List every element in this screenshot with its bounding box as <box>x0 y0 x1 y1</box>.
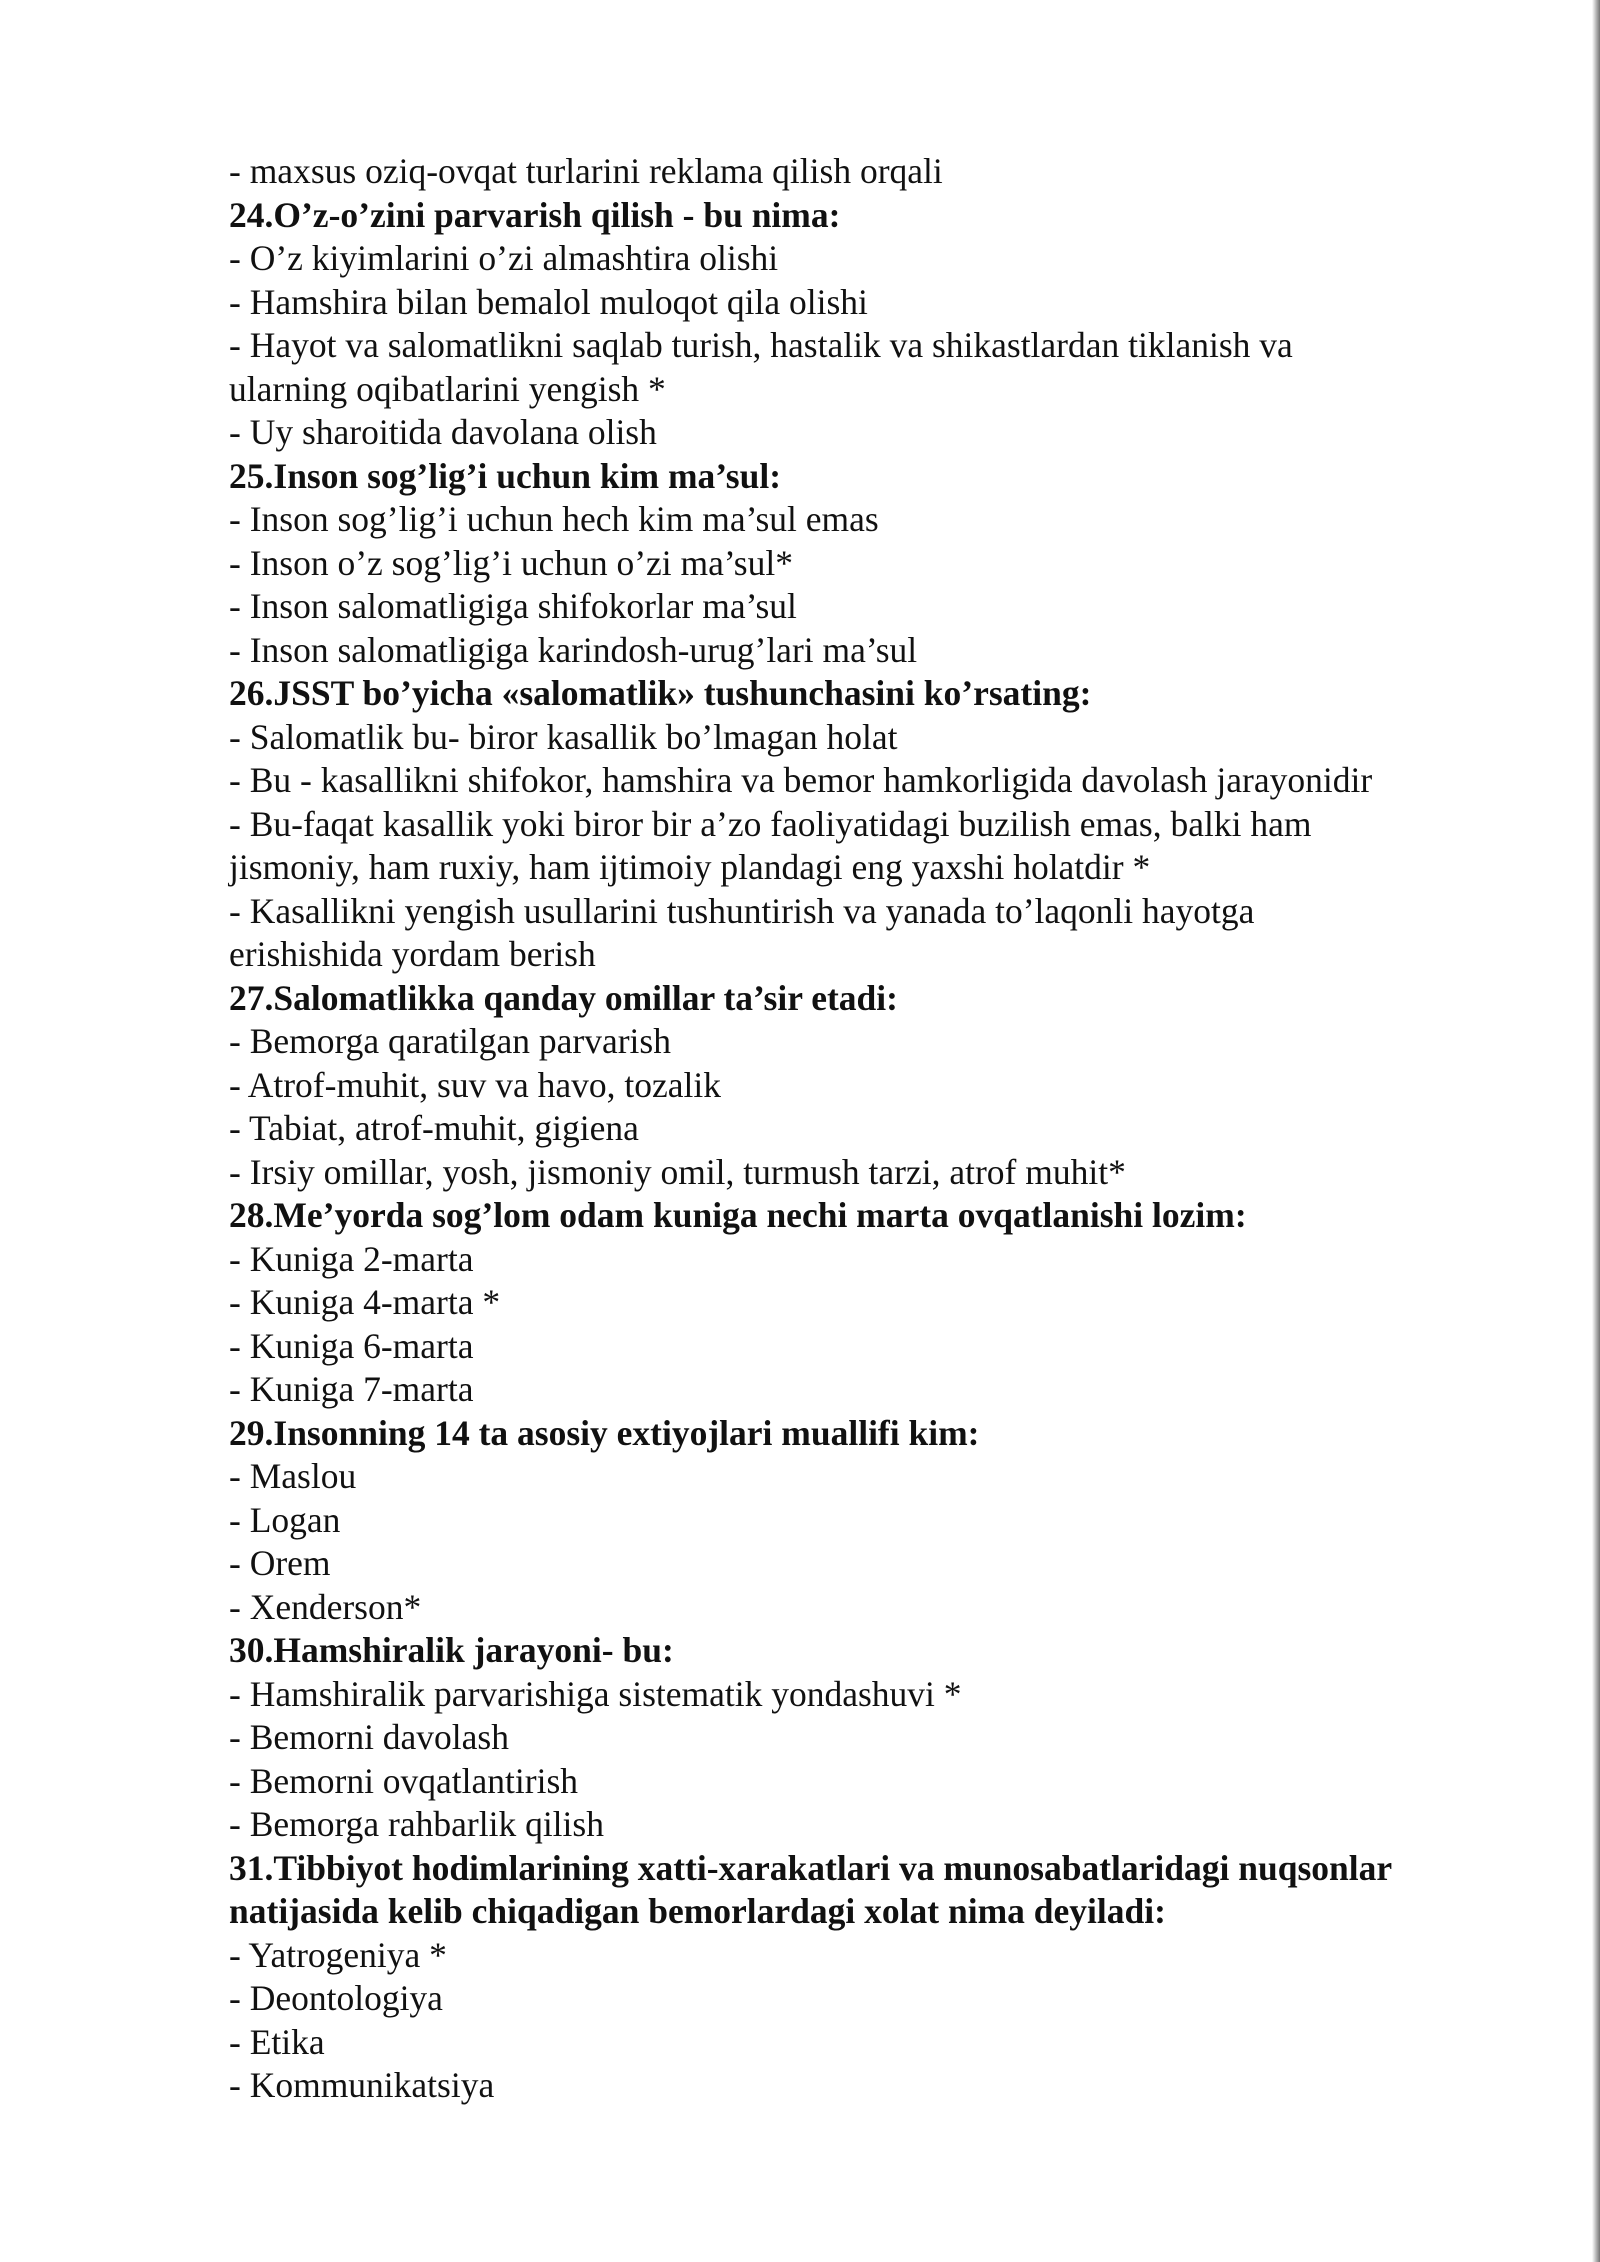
answer-option: - Kuniga 4-marta * <box>229 1282 501 1322</box>
answer-option: - Tabiat, atrof-muhit, gigiena <box>229 1108 639 1148</box>
answer-option: - Kasallikni yengish usullarini tushuntirish va yanada to’laqonli hayotga <box>229 890 1255 931</box>
answer-option: - Bu-faqat kasallik yoki biror bir a’zo faoliyatidagi buzilish emas, balki ham <box>229 803 1312 844</box>
answer-option: - O’z kiyimlarini o’zi almashtira olishi <box>229 238 779 278</box>
question-heading: 30.Hamshiralik jarayoni- bu: <box>229 1630 674 1670</box>
answer-option: - Irsiy omillar, yosh, jismoniy omil, turmush tarzi, atrof muhit* <box>229 1151 1126 1192</box>
question-heading: 24.O’z-o’zini parvarish qilish - bu nima: <box>229 194 841 235</box>
question-heading: 25.Inson sog’lig’i uchun kim ma’sul: <box>229 455 782 496</box>
answer-option: - Hamshiralik parvarishiga sistematik yondashuvi * <box>229 1673 962 1714</box>
answer-option: - Atrof-muhit, suv va havo, tozalik <box>229 1064 721 1105</box>
answer-option: - Bemorga rahbarlik qilish <box>229 1804 604 1844</box>
answer-option: - Kommunikatsiya <box>229 2065 495 2105</box>
answer-option: - Uy sharoitida davolana olish <box>229 412 657 452</box>
answer-option: - Logan <box>229 1499 341 1540</box>
answer-option: - Bu - kasallikni shifokor, hamshira va bemor hamkorligida davolash jarayonidir <box>229 760 1373 800</box>
page-edge-shadow <box>1592 0 1600 2262</box>
answer-option: - Inson sog’lig’i uchun hech kim ma’sul emas <box>229 499 879 539</box>
answer-option: - Bemorni ovqatlantirish <box>229 1760 579 1801</box>
question-heading: 28.Me’yorda sog’lom odam kuniga nechi marta ovqatlanishi lozim: <box>229 1195 1247 1235</box>
question-heading: 29.Insonning 14 ta asosiy extiyojlari muallifi kim: <box>229 1412 980 1453</box>
answer-option: - maxsus oziq-ovqat turlarini reklama qilish orqali <box>229 151 943 191</box>
answer-option: - Yatrogeniya * <box>229 1934 447 1975</box>
answer-option: - Bemorga qaratilgan parvarish <box>229 1021 671 1061</box>
answer-option: - Salomatlik bu- biror kasallik bo’lmagan holat <box>229 716 898 757</box>
answer-option: - Hamshira bilan bemalol muloqot qila olishi <box>229 281 868 322</box>
answer-option: - Kuniga 7-marta <box>229 1369 474 1409</box>
question-heading: natijasida kelib chiqadigan bemorlardagi xolat nima deyiladi: <box>229 1891 1166 1931</box>
answer-option: - Inson salomatligiga shifokorlar ma’sul <box>229 586 797 626</box>
answer-option: ularning oqibatlarini yengish * <box>229 368 666 409</box>
answer-option: - Etika <box>229 2021 325 2062</box>
answer-option: - Deontologiya <box>229 1978 443 2018</box>
answer-option: - Kuniga 2-marta <box>229 1238 474 1279</box>
answer-option: - Bemorni davolash <box>229 1717 509 1757</box>
answer-option: jismoniy, ham ruxiy, ham ijtimoiy plandagi eng yaxshi holatdir * <box>229 847 1151 887</box>
answer-option: erishishida yordam berish <box>229 934 596 974</box>
answer-option: - Orem <box>229 1543 331 1583</box>
answer-option: - Inson o’z sog’lig’i uchun o’zi ma’sul* <box>229 542 793 583</box>
question-heading: 31.Tibbiyot hodimlarining xatti-xarakatlari va munosabatlaridagi nuqsonlar <box>229 1847 1393 1888</box>
answer-option: - Hayot va salomatlikni saqlab turish, hastalik va shikastlardan tiklanish va <box>229 325 1293 365</box>
question-heading: 27.Salomatlikka qanday omillar ta’sir etadi: <box>229 977 898 1018</box>
answer-option: - Xenderson* <box>229 1586 422 1627</box>
answer-option: - Inson salomatligiga karindosh-urug’lari ma’sul <box>229 629 918 670</box>
question-heading: 26.JSST bo’yicha «salomatlik» tushunchasini ko’rsating: <box>229 673 1092 713</box>
answer-option: - Maslou <box>229 1456 357 1496</box>
document-body <box>229 150 1479 2108</box>
answer-option: - Kuniga 6-marta <box>229 1325 474 1366</box>
